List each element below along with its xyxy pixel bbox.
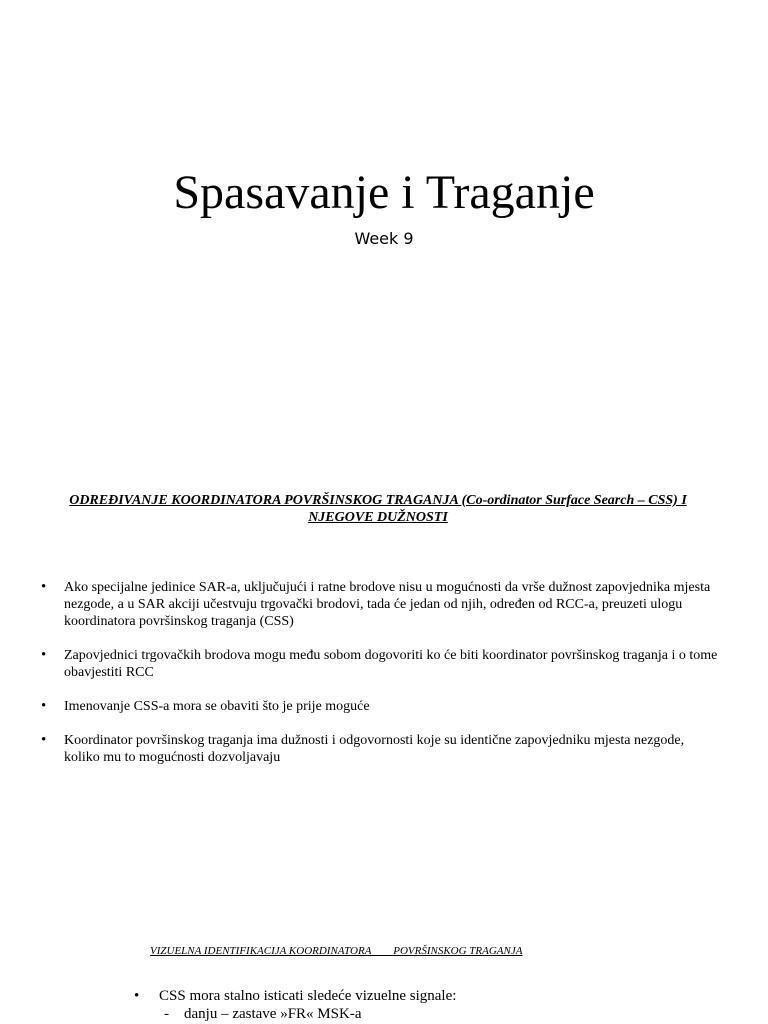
visual-signals-item (134, 987, 694, 1023)
document-title: Spasavanje i Traganje (173, 166, 595, 219)
bullet-item: • Ako specijalne jedinice SAR-a, uključujući i ratne brodove nisu u mogućnosti da vrše dužnost zapovjednika mjesta nezgode, a u SAR akciji učestvuju trgovački brodovi, tada će jedan od njih, određen od RCC-a, preuzeti ulogu koordinatora površinskog traganja (CSS) (40, 579, 720, 630)
document-subtitle: Week 9 (354, 229, 414, 248)
visual-identification-heading: VIZUELNA IDENTIFIKACIJA KOORDINATORA POVRŠINSKOG TRAGANJA (150, 945, 523, 957)
visual-signals-sublist (159, 1005, 694, 1023)
visual-signal-item: - danju – zastave »FR« MSK-a (159, 1005, 694, 1023)
bullet-list (40, 579, 720, 783)
section-heading: ODREĐIVANJE KOORDINATORA POVRŠINSKOG TRAGANJA (Co-ordinator Surface Search – CSS) I NJEGOVE DUŽNOSTI (69, 493, 687, 525)
bullet-item: • Imenovanje CSS-a mora se obaviti što je prije moguće (40, 698, 720, 715)
bullet-item: • Zapovjednici trgovačkih brodova mogu među sobom dogovoriti ko će biti koordinator površinskog traganja i o tome obavjestiti RCC (40, 647, 720, 681)
visual-signals-list (134, 987, 694, 1023)
visual-signals-intro: CSS mora stalno isticati sledeće vizuelne signale: (159, 988, 457, 1004)
bullet-item: • Koordinator površinskog traganja ima dužnosti i odgovornosti koje su identične zapovjedniku mjesta nezgode, koliko mu to mogućnosti dozvoljavaju (40, 732, 720, 766)
